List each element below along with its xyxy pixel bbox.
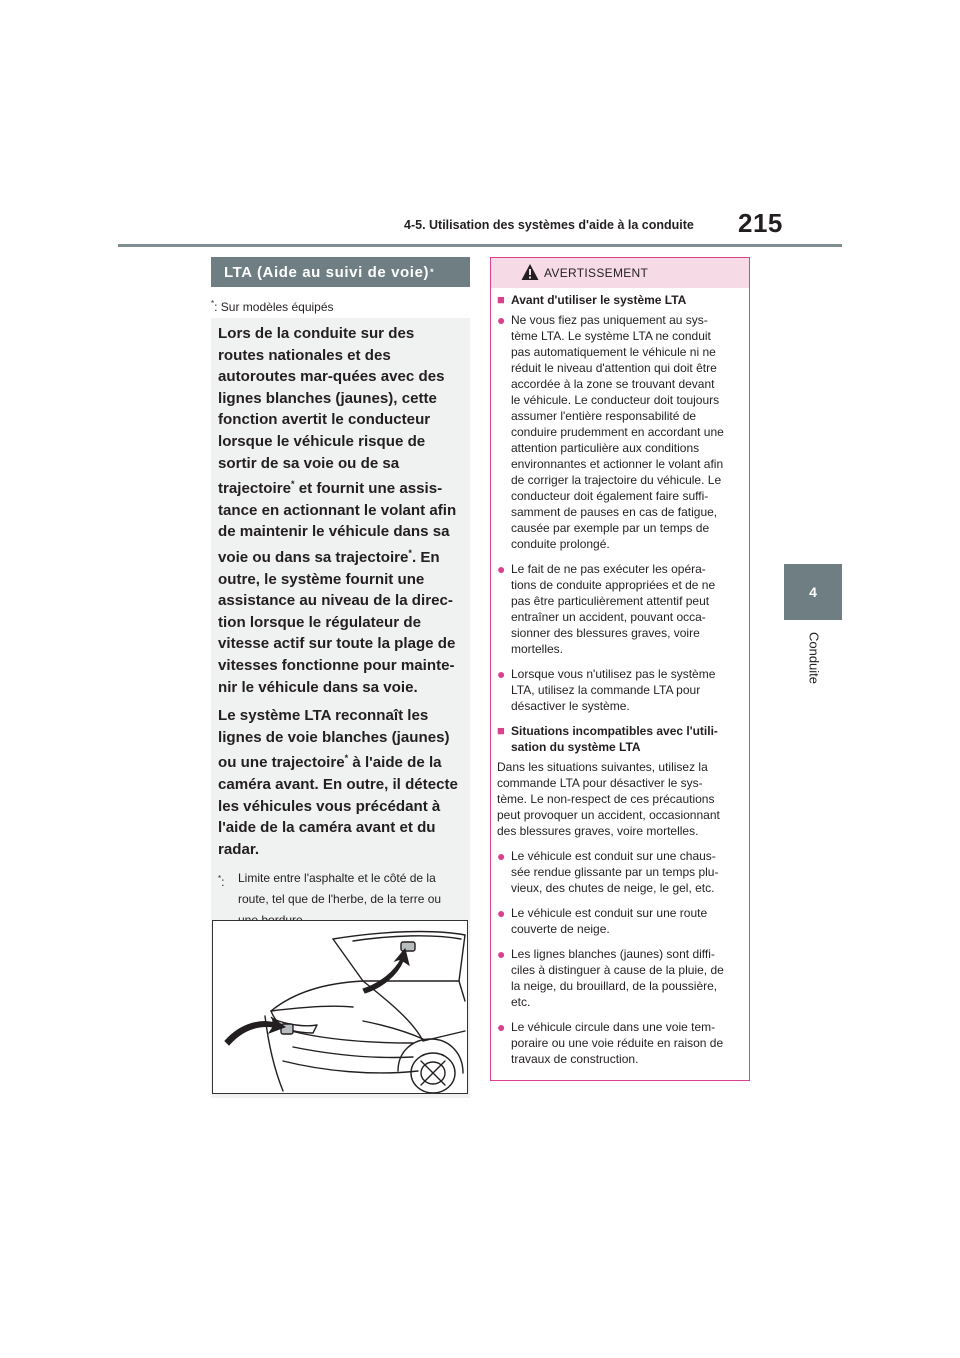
intro-2-mark: *	[344, 753, 349, 764]
warning-heading-2	[497, 723, 741, 755]
equipped-footnote	[211, 299, 334, 314]
intro-2-text-a: Le système LTA reconnaît les lignes de voie blanches (jaunes) ou une trajectoire	[218, 707, 450, 772]
car-front-illustration	[213, 921, 467, 1093]
circle-bullet-icon: ●	[497, 848, 506, 864]
warning-item	[497, 1019, 741, 1067]
warning-item-text: Le véhicule circule dans une voie tem- poraire ou une voie réduite en raison de travaux de construction.	[511, 1020, 724, 1066]
warning-header	[491, 258, 749, 288]
intro-1-text-b: et fournit une assis-tance en actionnant le volant afin de maintenir le véhicule dans sa voie ou dans sa trajectoire	[218, 480, 457, 566]
warning-item-text: Le véhicule est conduit sur une route couverte de neige.	[511, 906, 708, 936]
chapter-section-title: 4-5. Utilisation des systèmes d'aide à la conduite	[404, 218, 694, 232]
equipped-footnote-text: : Sur modèles équipés	[214, 300, 334, 314]
warning-heading-2-text: Situations incompatibles avec l'utili- sation du système LTA	[511, 724, 718, 754]
header-rule	[118, 244, 842, 247]
circle-bullet-icon: ●	[497, 666, 506, 682]
circle-bullet-icon: ●	[497, 561, 506, 577]
square-bullet-icon: ■	[497, 292, 505, 307]
section-title-mark: *	[430, 267, 435, 277]
intro-paragraph-1	[218, 323, 460, 698]
section-title-text: LTA (Aide au suivi de voie)	[224, 263, 430, 281]
warning-paragraph: Dans les situations suivantes, utilisez la commande LTA pour désactiver le sys- tème. Le non-respect de ces précautions peut provoquer un accident, occasionnant des blessures graves, voire mortelles.	[497, 760, 720, 838]
intro-1-mark-b: *	[408, 547, 412, 558]
warning-item-text: Les lignes blanches (jaunes) sont diffi- ciles à distinguer à cause de la pluie, de la neige, du brouillard, de la poussière, etc.	[511, 947, 724, 1009]
warning-label: AVERTISSEMENT	[544, 266, 649, 280]
warning-body	[491, 288, 749, 1067]
chapter-tab-label-text: Conduite	[806, 631, 822, 685]
square-bullet-icon: ■	[497, 723, 505, 738]
warning-item	[497, 905, 741, 937]
intro-1-text-a: Lors de la conduite sur des routes nationales et des autoroutes mar-quées avec des lignes blanches (jaunes), cette fonction avertit le conducteur lorsque le véhicule risque de sortir de sa voie ou de sa trajectoire	[218, 325, 445, 498]
circle-bullet-icon: ●	[497, 905, 506, 921]
page-number: 215	[738, 208, 783, 238]
warning-item	[497, 946, 741, 1010]
vehicle-sensor-illustration	[212, 920, 468, 1094]
intro-paragraph-2	[218, 705, 460, 860]
circle-bullet-icon: ●	[497, 946, 506, 962]
warning-item	[497, 666, 741, 714]
intro-1-mark-a: *	[291, 479, 295, 490]
warning-item-text: Le véhicule est conduit sur une chaus- sée rendue glissante par un temps plu- vieux, des chutes de neige, le gel, etc.	[511, 849, 719, 895]
circle-bullet-icon: ●	[497, 312, 506, 328]
warning-box	[490, 257, 750, 1081]
intro-1-text-c: . En outre, le système fournit une assistance au niveau de la direc-tion lorsque le régulateur de vitesse actif sur toute la plage de vitesses fonctionne pour mainte-nir le véhicule dans sa voie.	[218, 549, 456, 696]
warning-item-text: Ne vous fiez pas uniquement au sys- tème LTA. Le système LTA ne conduit pas automatiquement le véhicule ni ne réduit le niveau d'attention qui doit être accordée à la zone se trouvant devant le véhicule. Le conducteur doit toujours assumer l'entière responsabilité de conduire prudemment en accordant une attention particulière aux conditions environnantes et actionner le volant afin de corriger la trajectoire du véhicule. Le conducteur doit également faire suffi- samment de pauses en cas de fatigue, causée par exemple par un temps de conduite prolongé.	[511, 313, 724, 551]
warning-heading-1-text: Avant d'utiliser le système LTA	[511, 293, 687, 307]
warning-item-text: Lorsque vous n'utilisez pas le système LTA, utilisez la commande LTA pour désactiver le système.	[511, 667, 716, 713]
section-title	[211, 257, 470, 287]
warning-heading-1	[497, 292, 741, 308]
chapter-tab: 4	[784, 564, 842, 620]
boundary-footnote-mark: *:	[218, 874, 225, 890]
boundary-footnote-star: *	[218, 874, 222, 884]
warning-item	[497, 312, 741, 552]
warning-item	[497, 848, 741, 896]
intro-2-text-b: à l'aide de la caméra avant. En outre, il détecte les véhicules vous précédant à l'aide de la caméra avant et du radar.	[218, 754, 458, 858]
circle-bullet-icon: ●	[497, 1019, 506, 1035]
warning-triangle-icon	[521, 263, 539, 281]
chapter-tab-label	[804, 626, 824, 690]
warning-item	[497, 561, 741, 657]
warning-item-text: Le fait de ne pas exécuter les opéra- tions de conduite appropriées et de ne pas être particulièrement attentif peut entraîner un accident, pouvant occa- sionner des blessures graves, voire mortelles.	[511, 562, 716, 656]
equipped-footnote-mark: *	[211, 299, 215, 308]
boundary-footnote-text: Limite entre l'asphalte et le côté de la route, tel que de l'herbe, de la terre ou	[238, 871, 442, 907]
